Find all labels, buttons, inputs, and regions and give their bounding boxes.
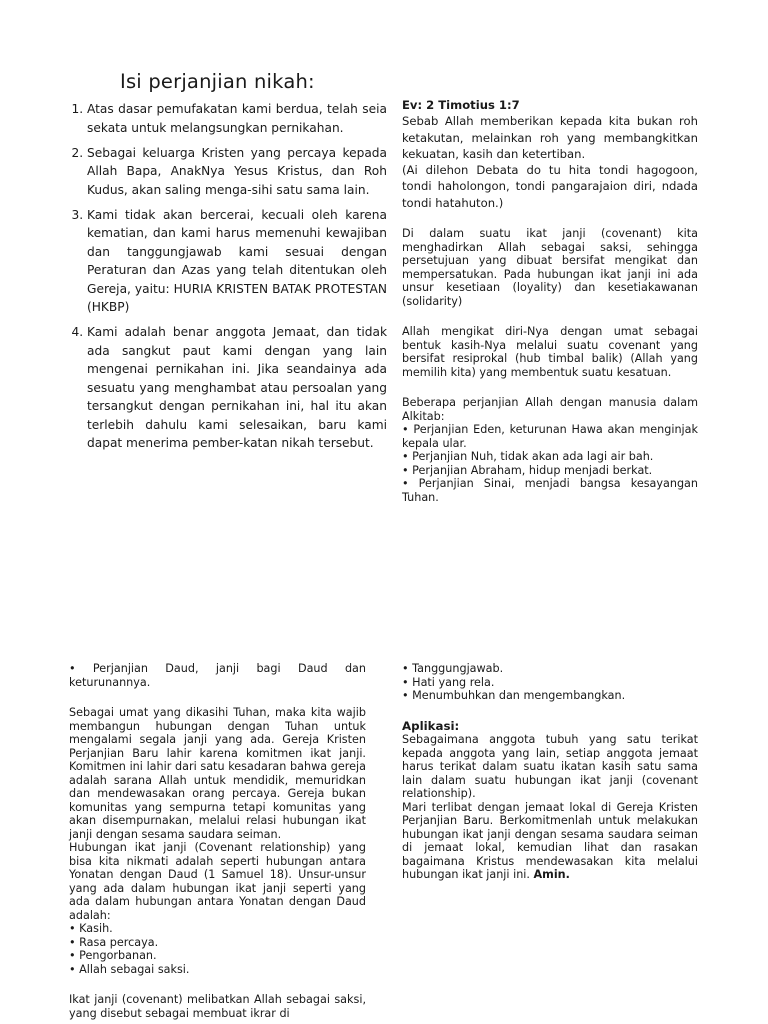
left-column-page-2 <box>69 662 366 1020</box>
amen-text: Amin. <box>533 868 570 881</box>
element-bullet-percaya: • Rasa percaya. <box>69 935 159 949</box>
element-bullet-pengorbanan: • Pengorbanan. <box>69 949 157 962</box>
covenant-bullet-daud: • Perjanjian Daud, janji bagi Daud dan keturunannya. <box>69 662 366 689</box>
covenant-paragraph-1: Di dalam suatu ikat janji (covenant) kita menghadirkan Allah sebagai saksi, sehingga persetujuan yang dibuat bersifat mengikat dan mempersatukan. Pada hubungan ikat janji ini ada unsur kesetiaan (loyality) dan kesetiakawanan (solidarity) <box>402 227 698 308</box>
marriage-promise-list <box>66 100 387 459</box>
right-column-page-2 <box>402 662 698 882</box>
witness-paragraph: Ikat janji (covenant) melibatkan Allah sebagai saksi, yang disebut sebagai membuat ikrar di <box>69 993 366 1020</box>
verse-reference: Ev: 2 Timotius 1:7 <box>402 98 520 112</box>
covenant-bullet-nuh: • Perjanjian Nuh, tidak akan ada lagi air bah. <box>402 450 654 464</box>
element-bullet-kasih: • Kasih. <box>69 922 113 935</box>
promise-item-2: 2. Sebagai keluarga Kristen yang percaya kepada Allah Bapa, AnakNya Yesus Kristus, dan Roh Kudus, akan saling menga-sihi satu sama lain. <box>87 144 387 200</box>
element-bullet-tanggungjawab: • Tanggungjawab. <box>402 662 504 675</box>
promise-item-3: 3. Kami tidak akan bercerai, kecuali oleh karena kematian, dan kami harus memenuhi kewajiban dan tanggungjawab kami sesuai dengan Peraturan dan Azas yang telah ditentukan oleh Gereja, yaitu: HURIA KRISTEN BATAK PROTESTAN (HKBP) <box>87 206 387 317</box>
application-paragraph-1: Sebagaimana anggota tubuh yang satu terikat kepada anggota yang lain, setiap anggota jemaat harus terikat dalam suatu ikatan kasih satu sama lain dalam suatu hubungan ikat janji (covenant relationship). <box>402 733 698 800</box>
covenant-paragraph-2: Allah mengikat diri-Nya dengan umat sebagai bentuk kasih-Nya melalui suatu covenant yang bersifat resiprokal (hub timbal balik) (Allah yang memilih kita) yang membentuk suatu kesatuan. <box>402 325 698 379</box>
promise-item-1: 1. Atas dasar pemufakatan kami berdua, telah seia sekata untuk melangsungkan pernikahan. <box>87 100 387 137</box>
covenant-bullet-abraham: • Perjanjian Abraham, hidup menjadi berkat. <box>402 463 653 477</box>
right-column-page-1 <box>402 97 698 504</box>
covenants-intro: Beberapa perjanjian Allah dengan manusia dalam Alkitab: <box>402 396 698 423</box>
covenant-bullet-eden: • Perjanjian Eden, keturunan Hawa akan menginjak kepala ular. <box>402 423 698 450</box>
promise-item-4: 4. Kami adalah benar anggota Jemaat, dan tidak ada sangkut paut kami dengan yang lain mengenai pernikahan ini. Jika seandainya ada sesuatu yang menghambat atau persoalan yang tersangkut dengan pernikahan ini, hal itu akan terlebih dahulu kami selesaikan, baru kami dapat menerima pember-katan nikah tersebut. <box>87 323 387 453</box>
element-bullet-hati: • Hati yang rela. <box>402 675 495 689</box>
covenant-bullet-sinai: • Perjanjian Sinai, menjadi bangsa kesayangan Tuhan. <box>402 477 698 504</box>
element-bullet-saksi: • Allah sebagai saksi. <box>69 962 190 976</box>
application-paragraph-2-text: Mari terlibat dengan jemaat lokal di Gereja Kristen Perjanjian Baru. Berkomitmenlah untuk melakukan hubungan ikat janji dengan sesama saudara seiman di jemaat lokal, kemudian lihat dan rasakan bagaimana Kristus mendewasakan kita melalui hubungan ikat janji ini. <box>402 800 698 881</box>
verse-batak-text: (Ai dilehon Debata do tu hita tondi hagogoon, tondi haholongon, tondi pangarajaion diri, ndada tondi hatahuton.) <box>402 163 698 210</box>
document-title: Isi perjanjian nikah: <box>120 70 315 93</box>
relationship-paragraph: Hubungan ikat janji (Covenant relationship) yang bisa kita nikmati adalah seperti hubungan antara Yonatan dengan Daud (1 Samuel 18). Unsur-unsur yang ada dalam hubungan ikat janji seperti yang ada dalam hubungan antara Yonatan dengan Daud adalah: <box>69 841 366 922</box>
verse-text: Sebab Allah memberikan kepada kita bukan roh ketakutan, melainkan roh yang membangkitkan kekuatan, kasih dan ketertiban. <box>402 114 698 161</box>
application-heading: Aplikasi: <box>402 718 460 733</box>
element-bullet-menumbuhkan: • Menumbuhkan dan mengembangkan. <box>402 689 626 702</box>
church-paragraph: Sebagai umat yang dikasihi Tuhan, maka kita wajib membangun hubungan dengan Tuhan untuk mengalami segala janji yang ada. Gereja Kristen Perjanjian Baru lahir karena komitmen ikat janji. Komitmen ini lahir dari satu kesadaran bahwa gereja adalah sarana Allah untuk mendidik, memuridkan dan mendewasakan orang percaya. Gereja bukan komunitas yang sempurna tetapi komunitas yang akan disempurnakan, melalui relasi hubungan ikat janji dengan sesama saudara seiman. <box>69 706 366 841</box>
application-paragraph-2 <box>402 801 698 882</box>
